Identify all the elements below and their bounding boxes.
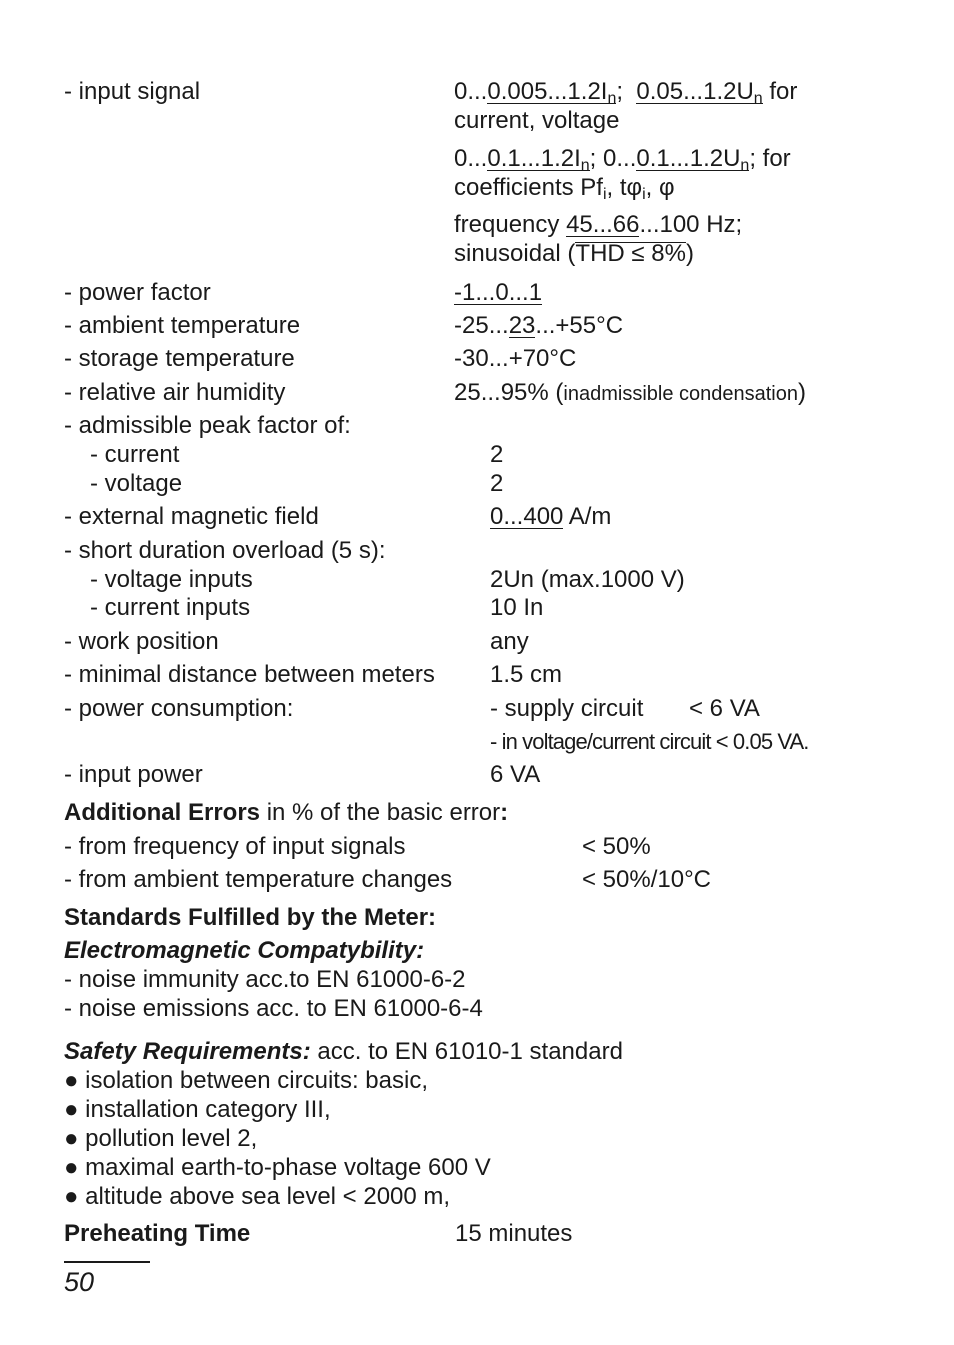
error-frequency-label: - from frequency of input signals [64, 833, 406, 860]
preheating-label: Preheating Time [64, 1220, 251, 1247]
power-consumption-supply: - supply circuit [490, 695, 644, 722]
overload-current-label: - current inputs [90, 594, 251, 621]
power-factor-value: -1...0...1 [454, 279, 543, 306]
power-factor-label: - power factor [64, 279, 211, 306]
overload-voltage-label: - voltage inputs [90, 566, 253, 593]
page-number: 50 [64, 1267, 95, 1297]
ambient-temperature-value: -25...23...+55°C [454, 312, 624, 339]
input-power-label: - input power [64, 761, 203, 788]
magnetic-field-label: - external magnetic field [64, 503, 319, 530]
safety-heading: Safety Requirements: acc. to EN 61010-1 standard [64, 1038, 623, 1065]
input-signal-value-3b: sinusoidal (THD ≤ 8%) [454, 240, 694, 267]
peak-factor-current-value: 2 [490, 441, 504, 468]
standards-heading: Standards Fulfilled by the Meter: [64, 904, 437, 931]
overload-voltage-value: 2Un (max.1000 V) [490, 566, 685, 593]
overload-label: - short duration overload (5 s): [64, 537, 386, 564]
magnetic-field-value: 0...400 A/m [490, 503, 612, 530]
input-signal-value-2: $0...0.1...1.2I_n$; $0...0.1...1.2U_n$; for [454, 145, 791, 174]
work-position-value: any [490, 628, 529, 655]
safety-bullet: ● installation category III, [64, 1096, 331, 1123]
error-temperature-value: < 50%/10°C [582, 866, 712, 893]
footer-rule [64, 1261, 150, 1263]
peak-factor-voltage-label: - voltage [90, 470, 183, 497]
min-distance-value: 1.5 cm [490, 661, 563, 688]
overload-current-value: 10 In [490, 594, 544, 621]
work-position-label: - work position [64, 628, 219, 655]
emc-item: - noise emissions acc. to EN 61000-6-4 [64, 995, 483, 1022]
ambient-temperature-label: - ambient temperature [64, 312, 301, 339]
additional-errors-heading: Additional Errors in % of the basic error: [64, 799, 509, 826]
input-signal-value-3: frequency 45...66...100 Hz; [454, 211, 743, 238]
input-signal-value-1b: current, voltage [454, 107, 620, 134]
safety-bullet: ● altitude above sea level < 2000 m, [64, 1183, 451, 1210]
input-power-value: 6 VA [490, 761, 541, 788]
humidity-value: 25...95% (inadmissible condensation) [454, 379, 806, 406]
safety-bullet: ● maximal earth-to-phase voltage 600 V [64, 1154, 491, 1181]
emc-heading: Electromagnetic Compatybility: [64, 937, 425, 964]
preheating-value: 15 minutes [455, 1220, 573, 1247]
storage-temperature-label: - storage temperature [64, 345, 295, 372]
power-consumption-label: - power consumption: [64, 695, 294, 722]
input-signal-label: - input signal [64, 78, 201, 105]
power-consumption-circuit: - in voltage/current circuit < 0.05 VA. [490, 729, 809, 754]
input-signal-value-2b: coefficients $Pf_i$, $t\varphi_i$, φ [454, 174, 675, 203]
input-signal-value-1: $0...0.005...1.2I_n$; $0.05...1.2U_n$ for [454, 78, 798, 107]
power-consumption-supply-value: < 6 VA [689, 695, 760, 722]
error-frequency-value: < 50% [582, 833, 651, 860]
humidity-label: - relative air humidity [64, 379, 286, 406]
peak-factor-voltage-value: 2 [490, 470, 504, 497]
storage-temperature-value: -30...+70°C [454, 345, 577, 372]
safety-bullet: ● isolation between circuits: basic, [64, 1067, 428, 1094]
min-distance-label: - minimal distance between meters [64, 661, 435, 688]
error-temperature-label: - from ambient temperature changes [64, 866, 453, 893]
peak-factor-label: - admissible peak factor of: [64, 412, 351, 439]
emc-item: - noise immunity acc.to EN 61000-6-2 [64, 966, 466, 993]
peak-factor-current-label: - current [90, 441, 180, 468]
safety-bullet: ● pollution level 2, [64, 1125, 258, 1152]
